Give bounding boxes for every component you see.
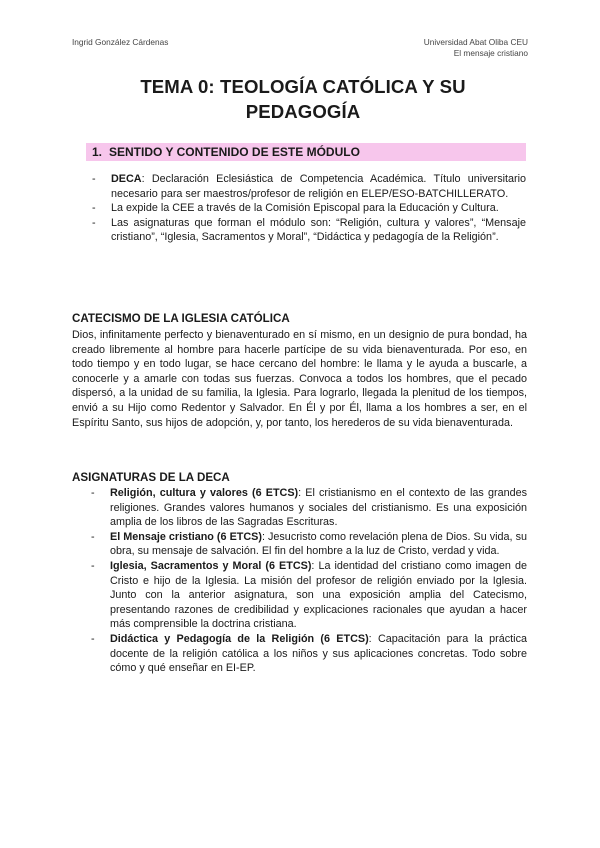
header-author: Ingrid González Cárdenas	[72, 37, 169, 47]
title-line-2: PEDAGOGÍA	[245, 101, 361, 122]
list-item	[92, 216, 526, 245]
list-item-bold: El Mensaje cristiano (6 ETCS)	[110, 530, 262, 543]
bullet-dash: -	[91, 530, 95, 543]
bullet-dash: -	[91, 632, 95, 645]
list-item	[91, 530, 527, 559]
catecismo-paragraph: Dios, infinitamente perfecto y bienaventurado en sí mismo, en un designio de pura bondad, ha creado libremente al hombre para hacerle partícipe de su vida bienaventurada. Por eso, en todo tiempo y en todo lugar, se hace cercano del hombre: le llama y le ayuda a buscarle, a conocerle y a amarle con todas sus fuerzas. Convoca a todos los hombres, que el pecado dispersó, a la unidad de su familia, la Iglesia. Para lograrlo, llegada la plenitud de los tiempos, envió a su Hijo como Redentor y Salvador. En Él y por Él, llama a los hombres a ser, en el Espíritu Santo, sus hijos de adopción, y, por tanto, los herederos de su vida bienaventurada.	[72, 329, 527, 429]
list-item	[91, 559, 527, 632]
module-list	[92, 172, 526, 245]
list-item-text: : La identidad del cristiano como imagen de Cristo e hijo de la Iglesia. La misión del profesor de religión enviado por la Iglesia. Junto con la anterior asignatura, son una exposición amplia del Catecismo, presentando razones de credibilidad y explicaciones racionales que ayudan a hacer más comprensible la doctrina cristiana.	[110, 559, 527, 631]
list-item-text: La expide la CEE a través de la Comisión Episcopal para la Educación y Cultura.	[111, 202, 499, 215]
asignaturas-heading: ASIGNATURAS DE LA DECA	[72, 471, 230, 484]
header-course: El mensaje cristiano	[453, 48, 528, 58]
list-item	[91, 632, 527, 676]
header-right	[424, 37, 528, 59]
list-item-bold: Didáctica y Pedagogía de la Religión (6 ETCS)	[110, 632, 369, 645]
list-item-text: : Capacitación para la práctica docente de la religión católica a los niños y sus aplicaciones concretas. Todo sobre cómo y qué enseñar en EI-EP.	[110, 632, 527, 675]
header-university: Universidad Abat Oliba CEU	[423, 37, 528, 47]
list-item-text: Las asignaturas que forman el módulo son: “Religión, cultura y valores”, “Mensaje cristiano”, “Iglesia, Sacramentos y Moral”, “Didáctica y pedagogía de la Religión”.	[111, 216, 526, 244]
bullet-dash: -	[91, 559, 95, 572]
asignaturas-list	[91, 486, 527, 676]
list-item-bold: Iglesia, Sacramentos y Moral (6 ETCS)	[110, 559, 312, 572]
list-item	[92, 201, 526, 216]
list-item-text: : El cristianismo en el contexto de las grandes religiones. Grandes valores humanos y sociales del cristianismo. Es una exposición amplia de los libros de las Sagradas Escrituras.	[110, 487, 527, 529]
bullet-dash: -	[91, 487, 95, 499]
list-item	[91, 486, 527, 530]
list-item-text: : Declaración Eclesiástica de Competencia Académica. Título universitario necesario para ser maestros/profesor de religión en ELEP/ESO-BATCHILLERATO.	[111, 173, 526, 200]
list-item-text: : Jesucristo como revelación plena de Dios. Su vida, su obra, su mensaje de salvación. El fin del hombre a la luz de Cristo, verdad y vida.	[110, 530, 527, 558]
title-line-1: TEMA 0: TEOLOGÍA CATÓLICA Y SU	[140, 76, 466, 97]
bullet-dash: -	[92, 173, 96, 185]
list-item	[92, 172, 526, 201]
list-item-bold: Religión, cultura y valores (6 ETCS)	[110, 487, 299, 499]
catecismo-heading: CATECISMO DE LA IGLESIA CATÓLICA	[72, 312, 290, 325]
bullet-dash: -	[92, 202, 96, 215]
section-heading: SENTIDO Y CONTENIDO DE ESTE MÓDULO	[109, 145, 360, 159]
section-number: 1.	[92, 145, 103, 159]
bullet-dash: -	[92, 216, 96, 229]
list-item-bold: DECA	[111, 173, 142, 185]
page-title	[72, 74, 534, 124]
